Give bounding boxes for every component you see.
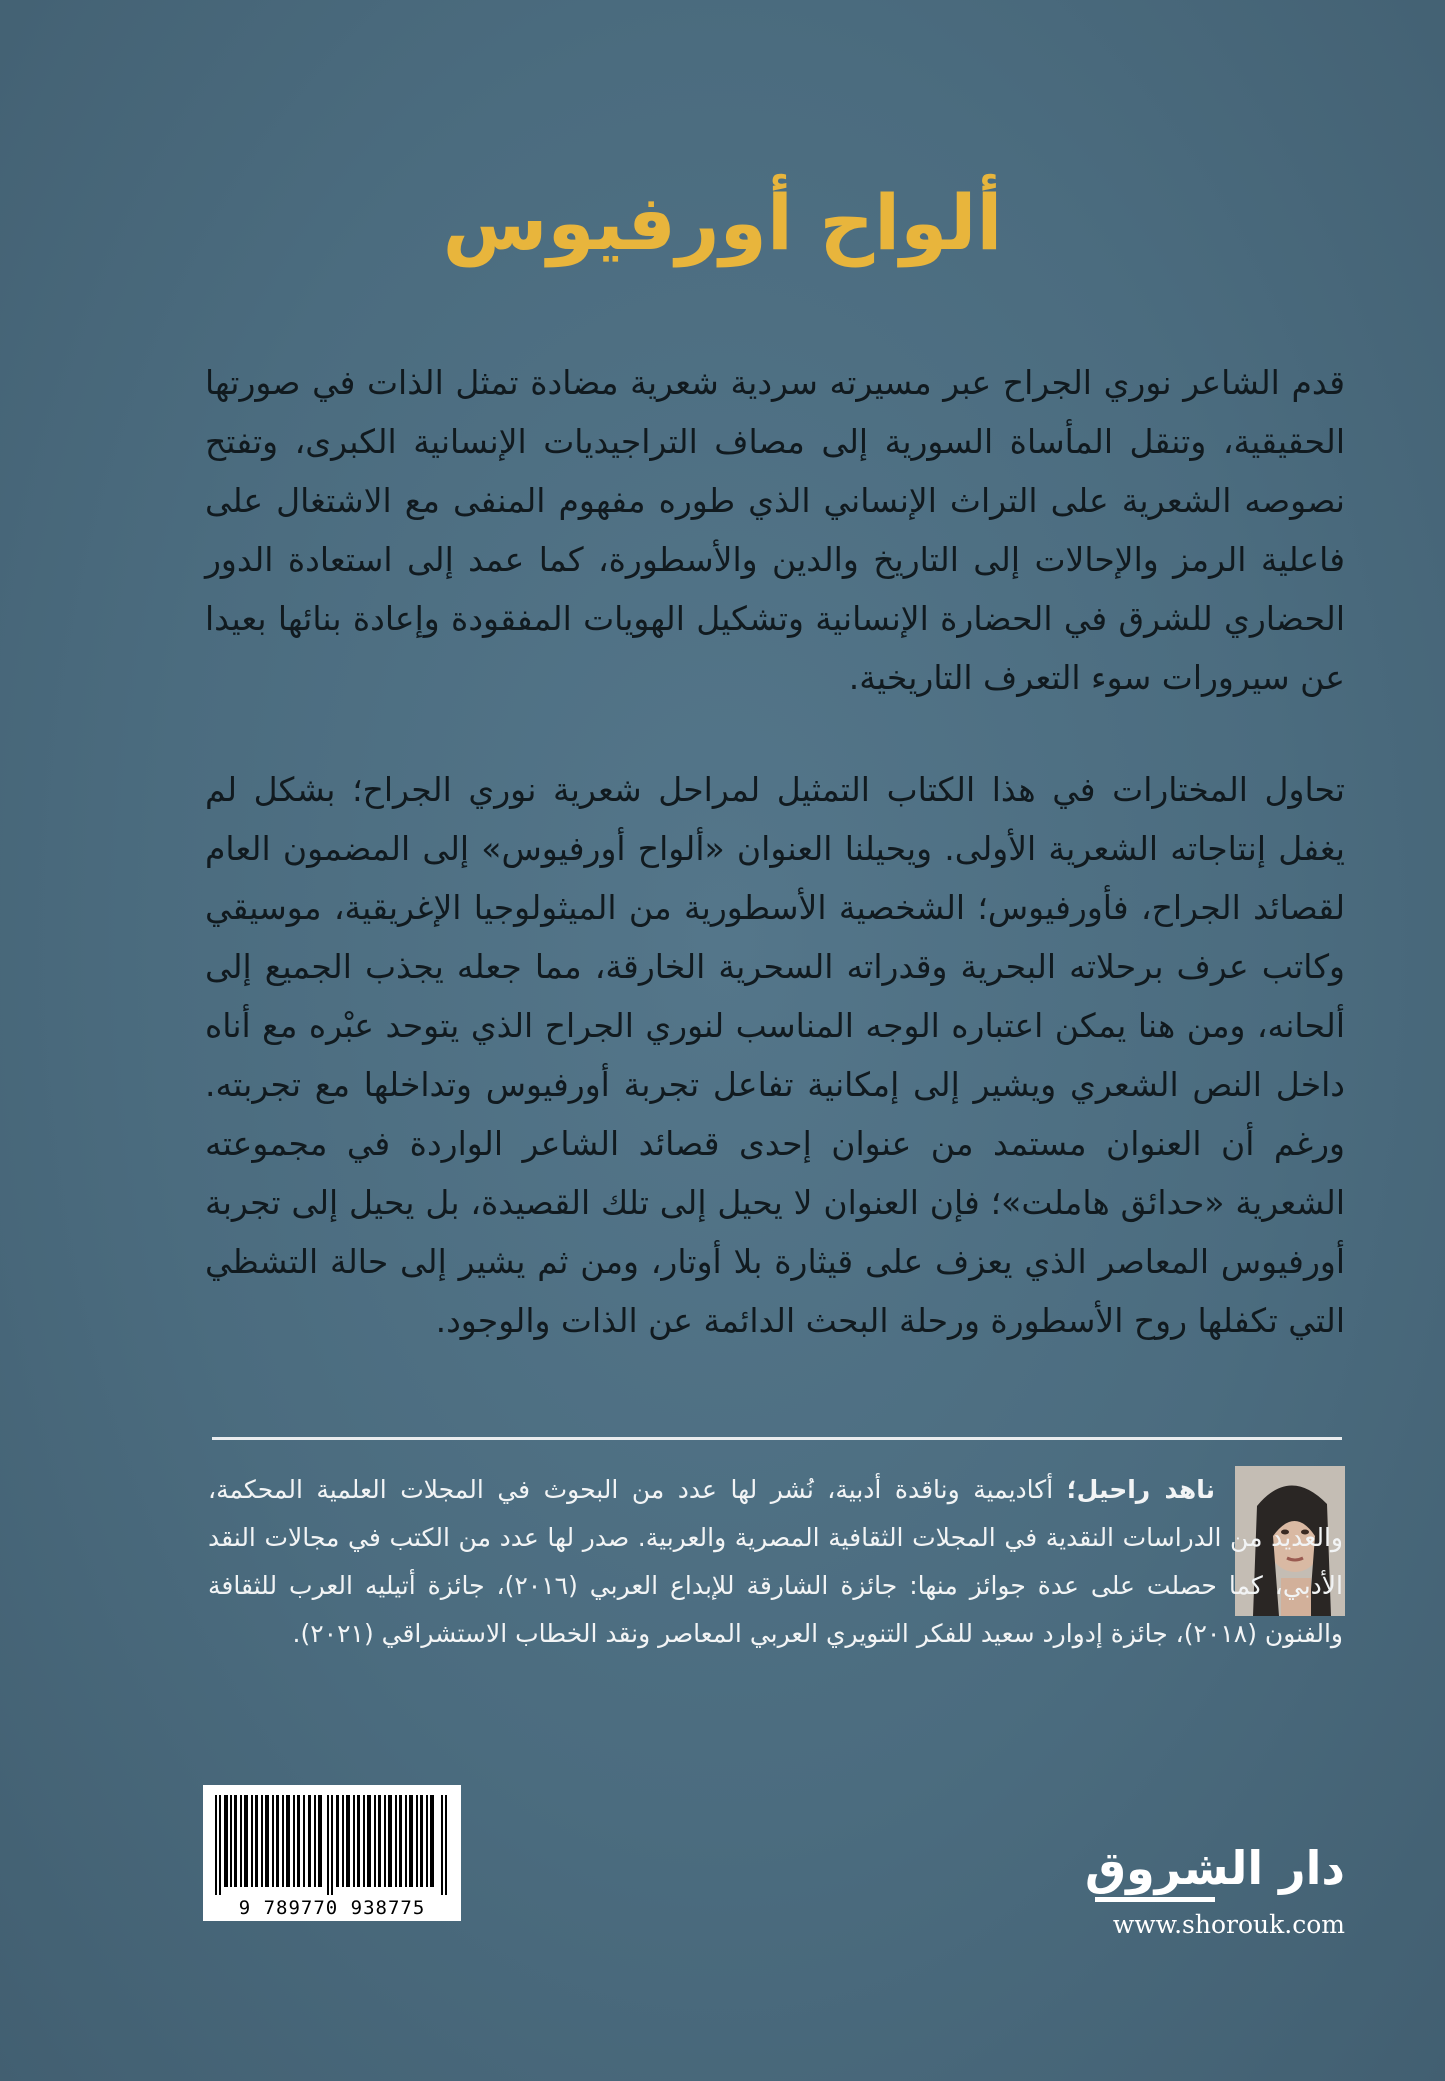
author-name: ناهد راحيل؛ <box>1066 1475 1215 1504</box>
book-title: ألواح أورفيوس <box>442 178 1003 267</box>
description-paragraph-2: تحاول المختارات في هذا الكتاب التمثيل لمراحل شعرية نوري الجراح؛ بشكل لم يغفل إنتاجاته الشعرية الأولى. ويحيلنا العنوان «ألواح أورفيوس» إلى المضمون العام لقصائد الجراح، فأورفيوس؛ الشخصية الأسطورية من الميثولوجيا الإغريقية، موسيقي وكاتب عرف برحلاته البحرية وقدراته السحرية الخارقة، مما جعله يجذب الجميع إلى ألحانه، ومن هنا يمكن اعتباره الوجه المناسب لنوري الجراح الذي يتوحد عبْره مع أناه داخل النص الشعري ويشير إلى إمكانية تفاعل تجربة أورفيوس وتداخلها مع تجربته. ورغم أن العنوان مستمد من عنوان إحدى قصائد الشاعر الواردة في مجموعته الشعرية «حدائق هاملت»؛ فإن العنوان لا يحيل إلى تلك القصيدة، بل يحيل إلى تجربة أورفيوس المعاصر الذي يعزف على قيثارة بلا أوتار، ومن ثم يشير إلى حالة التشظي التي تكفلها روح الأسطورة ورحلة البحث الدائمة عن الذات والوجود. <box>205 770 1345 1340</box>
isbn-number: 9 789770 938775 <box>238 1897 426 1919</box>
description-paragraph-1: قدم الشاعر نوري الجراح عبر مسيرته سردية شعرية مضادة تمثل الذات في صورتها الحقيقية، وتنقل المأساة السورية إلى مصاف التراجيديات الإنسانية الكبرى، وتفتح نصوصه الشعرية على التراث الإنساني الذي طوره مفهوم المنفى مع الاشتغال على فاعلية الرمز والإحالات إلى التاريخ والدين والأسطورة، كما عمد إلى استعادة الدور الحضاري للشرق في الحضارة الإنسانية وتشكيل الهويات المفقودة وإعادة بنائها بعيدا عن سيرورات سوء التعرف التاريخية. <box>205 363 1345 697</box>
isbn-barcode <box>203 1785 461 1921</box>
author-bio-text: أكاديمية وناقدة أدبية، نُشر لها عدد من البحوث في المجلات العلمية المحكمة، والعديد من الدراسات النقدية في المجلات الثقافية المصرية والعربية. صدر لها عدد من الكتب في مجالات النقد الأدبي، كما حصلت على عدة جوائز منها: جائزة الشارقة للإبداع العربي (٢٠١٦)، جائزة أتيليه العرب للثقافة والفنون (٢٠١٨)، جائزة إدوارد سعيد للفكر التنويري العربي المعاصر ونقد الخطاب الاستشراقي (٢٠٢١). <box>208 1475 1343 1648</box>
publisher-logo: دار الشروق <box>1084 1841 1345 1895</box>
publisher-logo-underline <box>1095 1897 1215 1902</box>
author-bio <box>208 1466 1343 1658</box>
section-divider <box>212 1437 1342 1440</box>
barcode-icon <box>213 1795 451 1895</box>
publisher-url: www.shorouk.com <box>1112 1910 1345 1939</box>
